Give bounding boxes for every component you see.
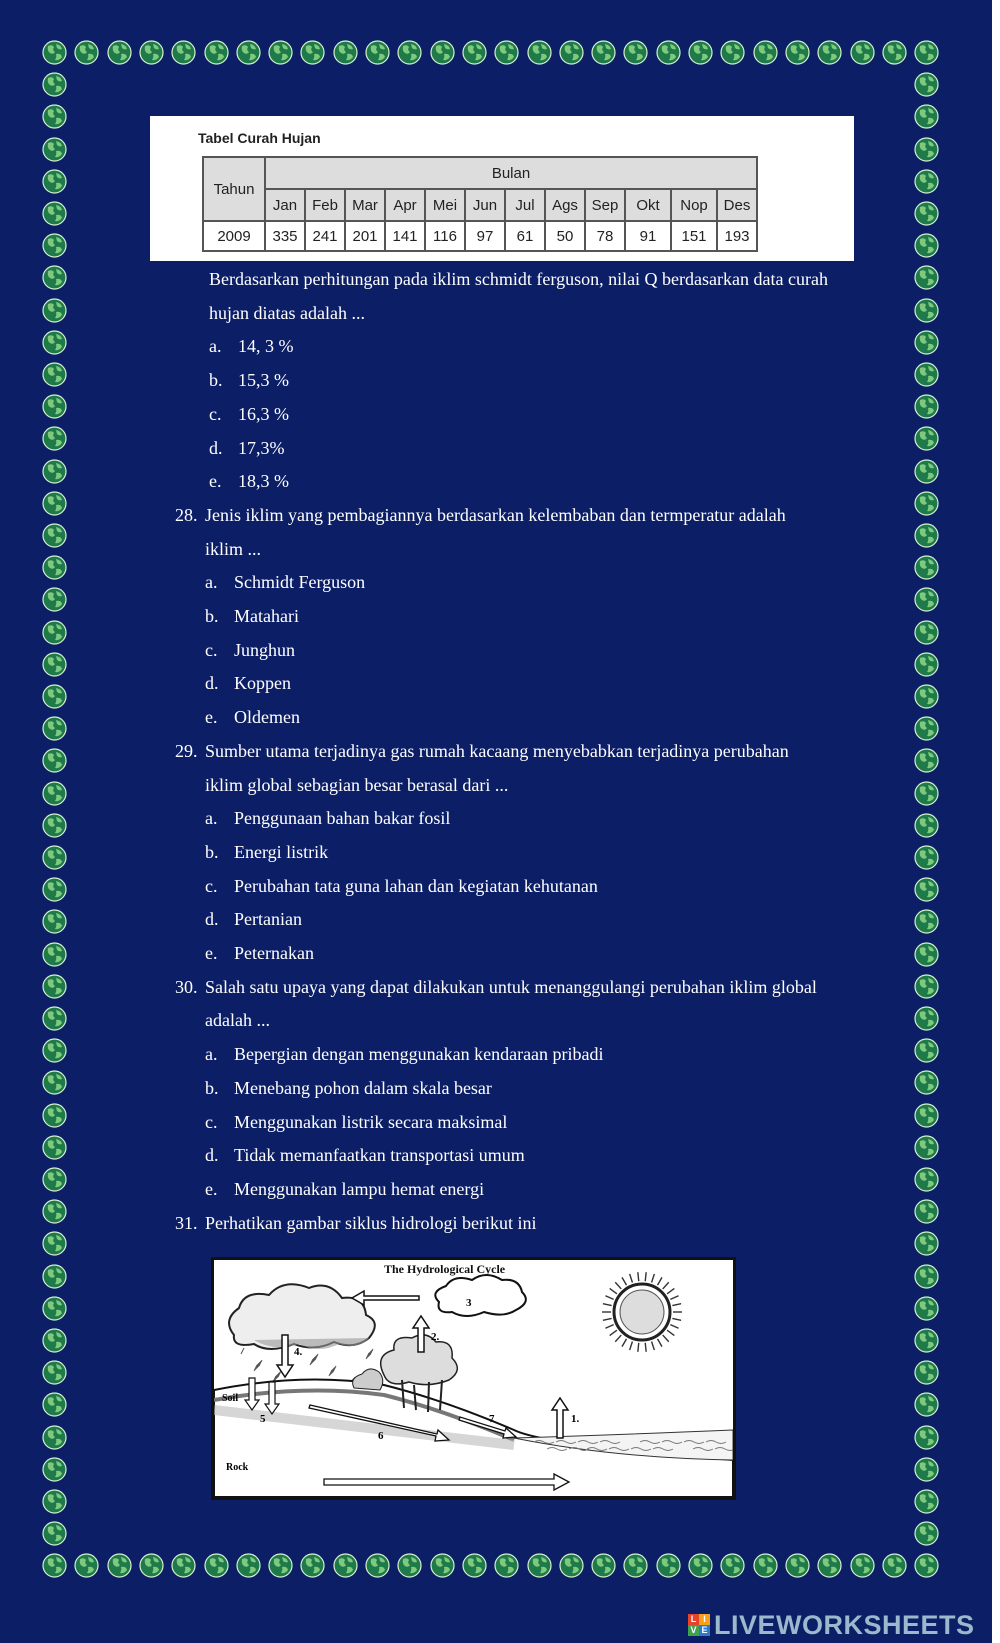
rainfall-cell: 141 bbox=[385, 221, 425, 251]
globe-icon bbox=[914, 459, 939, 484]
rainfall-table-image bbox=[150, 116, 854, 261]
option-text: Energi listrik bbox=[234, 841, 329, 862]
rainfall-cell: 335 bbox=[265, 221, 305, 251]
rainfall-cell: 193 bbox=[717, 221, 757, 251]
globe-icon bbox=[42, 974, 67, 999]
globe-icon bbox=[268, 40, 293, 65]
option-letter: e. bbox=[209, 471, 222, 492]
option-text: Perubahan tata guna lahan dan kegiatan kehutanan bbox=[234, 875, 598, 896]
globe-icon bbox=[914, 1425, 939, 1450]
globe-icon bbox=[42, 104, 67, 129]
globe-icon bbox=[914, 104, 939, 129]
globe-icon bbox=[914, 40, 939, 65]
label-rock: Rock bbox=[226, 1462, 249, 1473]
globe-icon bbox=[914, 298, 939, 323]
globe-icon bbox=[42, 459, 67, 484]
globe-icon bbox=[914, 974, 939, 999]
month-header: Okt bbox=[625, 189, 671, 221]
option-text: Bepergian dengan menggunakan kendaraan pribadi bbox=[234, 1044, 604, 1065]
globe-icon bbox=[268, 1553, 293, 1578]
globe-icon bbox=[688, 40, 713, 65]
label-7: 7 bbox=[489, 1413, 495, 1425]
option-text: Oldemen bbox=[234, 707, 300, 728]
globe-icon bbox=[365, 1553, 390, 1578]
globe-icon bbox=[42, 1425, 67, 1450]
month-header: Ags bbox=[545, 189, 585, 221]
globe-icon bbox=[720, 1553, 745, 1578]
question-number: 29. bbox=[175, 740, 198, 761]
globe-icon bbox=[42, 587, 67, 612]
option-letter: a. bbox=[205, 808, 218, 829]
globe-icon bbox=[914, 652, 939, 677]
question-number: 31. bbox=[175, 1212, 198, 1233]
globe-icon bbox=[914, 813, 939, 838]
globe-icon bbox=[397, 1553, 422, 1578]
option-letter: d. bbox=[205, 909, 219, 930]
globe-icon bbox=[914, 137, 939, 162]
globe-icon bbox=[914, 587, 939, 612]
rainfall-cell: 97 bbox=[465, 221, 505, 251]
globe-icon bbox=[914, 877, 939, 902]
question-stem: iklim ... bbox=[205, 538, 262, 559]
logo-letter: L bbox=[688, 1614, 699, 1625]
month-header: Mar bbox=[345, 189, 385, 221]
globe-icon bbox=[914, 555, 939, 580]
month-header: Sep bbox=[585, 189, 625, 221]
globe-icon bbox=[914, 72, 939, 97]
globe-icon bbox=[527, 1553, 552, 1578]
globe-icon bbox=[914, 394, 939, 419]
globe-icon bbox=[204, 1553, 229, 1578]
globe-icon bbox=[914, 1006, 939, 1031]
globe-icon bbox=[559, 1553, 584, 1578]
globe-icon bbox=[494, 1553, 519, 1578]
option-letter: a. bbox=[205, 572, 218, 593]
globe-icon bbox=[42, 362, 67, 387]
rainfall-cell: 50 bbox=[545, 221, 585, 251]
globe-icon bbox=[753, 40, 778, 65]
globe-icon bbox=[914, 362, 939, 387]
globe-icon bbox=[42, 555, 67, 580]
option-text: Menebang pohon dalam skala besar bbox=[234, 1077, 492, 1098]
globe-icon bbox=[42, 72, 67, 97]
question-stem: adalah ... bbox=[205, 1010, 270, 1031]
option-text: 18,3 % bbox=[238, 471, 289, 492]
globe-icon bbox=[914, 1457, 939, 1482]
globe-icon bbox=[42, 233, 67, 258]
option-text: Schmidt Ferguson bbox=[234, 572, 366, 593]
globe-icon bbox=[42, 1006, 67, 1031]
rainfall-cell: 241 bbox=[305, 221, 345, 251]
globe-icon bbox=[914, 909, 939, 934]
rainfall-cell: 151 bbox=[671, 221, 717, 251]
globe-icon bbox=[171, 1553, 196, 1578]
globe-icon bbox=[74, 40, 99, 65]
logo-letter: E bbox=[699, 1625, 710, 1636]
logo-letter: I bbox=[699, 1614, 710, 1625]
year-cell: 2009 bbox=[203, 221, 265, 251]
option-letter: c. bbox=[209, 403, 222, 424]
globe-icon bbox=[365, 40, 390, 65]
globe-icon bbox=[817, 1553, 842, 1578]
globe-icon bbox=[42, 394, 67, 419]
globe-icon bbox=[42, 169, 67, 194]
globe-icon bbox=[914, 1167, 939, 1192]
globe-icon bbox=[397, 40, 422, 65]
globe-icon bbox=[914, 942, 939, 967]
label-2: 2. bbox=[431, 1331, 440, 1343]
globe-icon bbox=[300, 40, 325, 65]
globe-icon bbox=[42, 813, 67, 838]
option-text: Peternakan bbox=[234, 943, 314, 963]
globe-icon bbox=[42, 1167, 67, 1192]
option-text: 15,3 % bbox=[238, 370, 289, 391]
option-letter: e. bbox=[205, 707, 218, 728]
globe-icon bbox=[914, 1553, 939, 1578]
globe-icon bbox=[914, 620, 939, 645]
globe-icon bbox=[430, 40, 455, 65]
month-header: Des bbox=[717, 189, 757, 221]
hydrological-cycle-figure bbox=[211, 1257, 736, 1500]
month-header: Jan bbox=[265, 189, 305, 221]
globe-icon bbox=[42, 298, 67, 323]
globe-icon bbox=[42, 1264, 67, 1289]
rainfall-cell: 91 bbox=[625, 221, 671, 251]
logo-wordmark: LIVEWORKSHEETS bbox=[714, 1609, 975, 1640]
hydro-diagram bbox=[214, 1260, 733, 1497]
rainfall-table bbox=[202, 156, 758, 252]
globe-icon bbox=[42, 1296, 67, 1321]
globe-icon bbox=[42, 1103, 67, 1128]
month-header: Jul bbox=[505, 189, 545, 221]
globe-icon bbox=[914, 1231, 939, 1256]
globe-icon bbox=[333, 40, 358, 65]
globe-icon bbox=[42, 330, 67, 355]
question-stem: hujan diatas adalah ... bbox=[209, 302, 365, 323]
month-header-row bbox=[203, 189, 757, 221]
globe-icon bbox=[914, 1489, 939, 1514]
year-header: Tahun bbox=[203, 157, 265, 221]
option-letter: e. bbox=[205, 1178, 218, 1199]
globe-icon bbox=[42, 781, 67, 806]
globe-icon bbox=[882, 40, 907, 65]
question-number: 30. bbox=[175, 976, 198, 997]
option-text: Matahari bbox=[234, 606, 299, 626]
globe-icon bbox=[42, 652, 67, 677]
globe-icon bbox=[42, 1135, 67, 1160]
globe-icon bbox=[42, 748, 67, 773]
option-letter: b. bbox=[205, 1077, 219, 1098]
globe-icon bbox=[850, 40, 875, 65]
globe-icon bbox=[914, 716, 939, 741]
option-letter: a. bbox=[209, 336, 222, 357]
globe-icon bbox=[333, 1553, 358, 1578]
globe-icon bbox=[300, 1553, 325, 1578]
globe-icon bbox=[559, 40, 584, 65]
question-stem: Jenis iklim yang pembagiannya berdasarkan kelembaban dan termperatur adalah bbox=[205, 504, 786, 525]
globe-icon bbox=[139, 1553, 164, 1578]
globe-icon bbox=[914, 1521, 939, 1546]
globe-icon bbox=[914, 1296, 939, 1321]
label-1: 1. bbox=[571, 1413, 580, 1425]
rainfall-cell: 201 bbox=[345, 221, 385, 251]
globe-icon bbox=[656, 1553, 681, 1578]
globe-icon bbox=[914, 330, 939, 355]
globe-icon bbox=[591, 1553, 616, 1578]
globe-icon bbox=[914, 1360, 939, 1385]
globe-icon bbox=[462, 40, 487, 65]
option-letter: b. bbox=[205, 841, 219, 862]
globe-icon bbox=[914, 201, 939, 226]
globe-icon bbox=[42, 1392, 67, 1417]
globe-icon bbox=[42, 942, 67, 967]
globe-icon bbox=[204, 40, 229, 65]
globe-icon bbox=[914, 1392, 939, 1417]
globe-icon bbox=[42, 201, 67, 226]
option-text: 17,3% bbox=[238, 437, 285, 458]
globe-icon bbox=[42, 620, 67, 645]
question-stem: Perhatikan gambar siklus hidrologi berikut ini bbox=[205, 1212, 537, 1233]
globe-icon bbox=[914, 1199, 939, 1224]
globe-icon bbox=[850, 1553, 875, 1578]
globe-icon bbox=[42, 684, 67, 709]
hydro-title: The Hydrological Cycle bbox=[384, 1262, 506, 1276]
globe-icon bbox=[42, 1231, 67, 1256]
globe-icon bbox=[720, 40, 745, 65]
question-stem: iklim global sebagian besar berasal dari ... bbox=[205, 774, 509, 795]
globe-icon bbox=[914, 1135, 939, 1160]
globe-icon bbox=[785, 40, 810, 65]
globe-icon bbox=[42, 1489, 67, 1514]
question-stem: Sumber utama terjadinya gas rumah kacaang menyebabkan terjadinya perubahan bbox=[205, 740, 789, 761]
globe-icon bbox=[42, 1070, 67, 1095]
option-text: Menggunakan lampu hemat energi bbox=[234, 1178, 485, 1199]
globe-icon bbox=[42, 1199, 67, 1224]
globe-icon bbox=[914, 781, 939, 806]
globe-icon bbox=[42, 40, 67, 65]
option-letter: d. bbox=[205, 673, 219, 694]
label-5: 5 bbox=[260, 1413, 266, 1425]
question-stem: Salah satu upaya yang dapat dilakukan untuk menanggulangi perubahan iklim global bbox=[205, 976, 817, 997]
globe-icon bbox=[430, 1553, 455, 1578]
globe-icon bbox=[74, 1553, 99, 1578]
option-text: Koppen bbox=[234, 673, 291, 694]
option-text: Penggunaan bahan bakar fosil bbox=[234, 808, 451, 829]
rainfall-cell: 61 bbox=[505, 221, 545, 251]
globe-icon bbox=[42, 491, 67, 516]
globe-icon bbox=[42, 265, 67, 290]
question-stem: Berdasarkan perhitungan pada iklim schmidt ferguson, nilai Q berdasarkan data curah bbox=[209, 269, 828, 289]
globe-icon bbox=[914, 491, 939, 516]
globe-icon bbox=[914, 684, 939, 709]
month-header: Nop bbox=[671, 189, 717, 221]
globe-icon bbox=[462, 1553, 487, 1578]
month-group-header: Bulan bbox=[265, 157, 757, 189]
globe-icon bbox=[42, 1328, 67, 1353]
globe-icon bbox=[914, 1103, 939, 1128]
rainfall-cell: 116 bbox=[425, 221, 465, 251]
globe-icon bbox=[171, 40, 196, 65]
option-text: 14, 3 % bbox=[238, 336, 294, 357]
globe-icon bbox=[914, 1264, 939, 1289]
globe-icon bbox=[236, 40, 261, 65]
globe-icon bbox=[914, 1328, 939, 1353]
option-letter: a. bbox=[205, 1044, 218, 1065]
label-6: 6 bbox=[378, 1430, 384, 1442]
label-4: 4. bbox=[294, 1346, 303, 1358]
month-header: Jun bbox=[465, 189, 505, 221]
globe-icon bbox=[42, 1553, 67, 1578]
globe-icon bbox=[914, 1070, 939, 1095]
month-header: Mei bbox=[425, 189, 465, 221]
month-header: Feb bbox=[305, 189, 345, 221]
label-3: 3 bbox=[466, 1297, 472, 1309]
globe-icon bbox=[42, 877, 67, 902]
globe-icon bbox=[623, 1553, 648, 1578]
globe-icon bbox=[882, 1553, 907, 1578]
globe-icon bbox=[42, 845, 67, 870]
globe-icon bbox=[914, 845, 939, 870]
globe-icon bbox=[753, 1553, 778, 1578]
table-row bbox=[203, 221, 757, 251]
table-caption: Tabel Curah Hujan bbox=[198, 130, 321, 146]
option-letter: d. bbox=[205, 1145, 219, 1166]
globe-icon bbox=[656, 40, 681, 65]
globe-icon bbox=[527, 40, 552, 65]
globe-icon bbox=[42, 1521, 67, 1546]
globe-icon bbox=[107, 40, 132, 65]
globe-icon bbox=[623, 40, 648, 65]
option-letter: e. bbox=[205, 943, 218, 963]
globe-icon bbox=[42, 1457, 67, 1482]
option-letter: c. bbox=[205, 875, 218, 896]
globe-icon bbox=[914, 233, 939, 258]
option-letter: b. bbox=[205, 606, 219, 626]
month-header: Apr bbox=[385, 189, 425, 221]
rainfall-cell: 78 bbox=[585, 221, 625, 251]
globe-icon bbox=[494, 40, 519, 65]
globe-icon bbox=[914, 1038, 939, 1063]
globe-icon bbox=[914, 169, 939, 194]
globe-icon bbox=[42, 137, 67, 162]
option-letter: d. bbox=[209, 437, 223, 458]
globe-icon bbox=[688, 1553, 713, 1578]
globe-icon bbox=[42, 716, 67, 741]
globe-icon bbox=[914, 265, 939, 290]
globe-icon bbox=[139, 40, 164, 65]
option-text: 16,3 % bbox=[238, 403, 289, 424]
globe-icon bbox=[914, 426, 939, 451]
option-text: Tidak memanfaatkan transportasi umum bbox=[234, 1145, 525, 1166]
globe-icon bbox=[914, 523, 939, 548]
liveworksheets-logo bbox=[688, 1610, 975, 1640]
globe-icon bbox=[591, 40, 616, 65]
globe-icon bbox=[42, 523, 67, 548]
option-text: Junghun bbox=[234, 639, 296, 660]
option-text: Pertanian bbox=[234, 909, 302, 930]
question-number: 28. bbox=[175, 504, 198, 525]
logo-letter: V bbox=[688, 1625, 699, 1636]
globe-icon bbox=[107, 1553, 132, 1578]
globe-icon bbox=[42, 1038, 67, 1063]
option-letter: c. bbox=[205, 1111, 218, 1132]
option-text: Menggunakan listrik secara maksimal bbox=[234, 1111, 508, 1132]
globe-icon bbox=[42, 426, 67, 451]
label-soil: Soil bbox=[222, 1393, 239, 1404]
globe-icon bbox=[914, 748, 939, 773]
option-letter: c. bbox=[205, 639, 218, 660]
globe-icon bbox=[42, 909, 67, 934]
globe-icon bbox=[236, 1553, 261, 1578]
globe-icon bbox=[817, 40, 842, 65]
logo-squares bbox=[688, 1614, 710, 1636]
globe-icon bbox=[785, 1553, 810, 1578]
option-letter: b. bbox=[209, 370, 223, 391]
globe-icon bbox=[42, 1360, 67, 1385]
